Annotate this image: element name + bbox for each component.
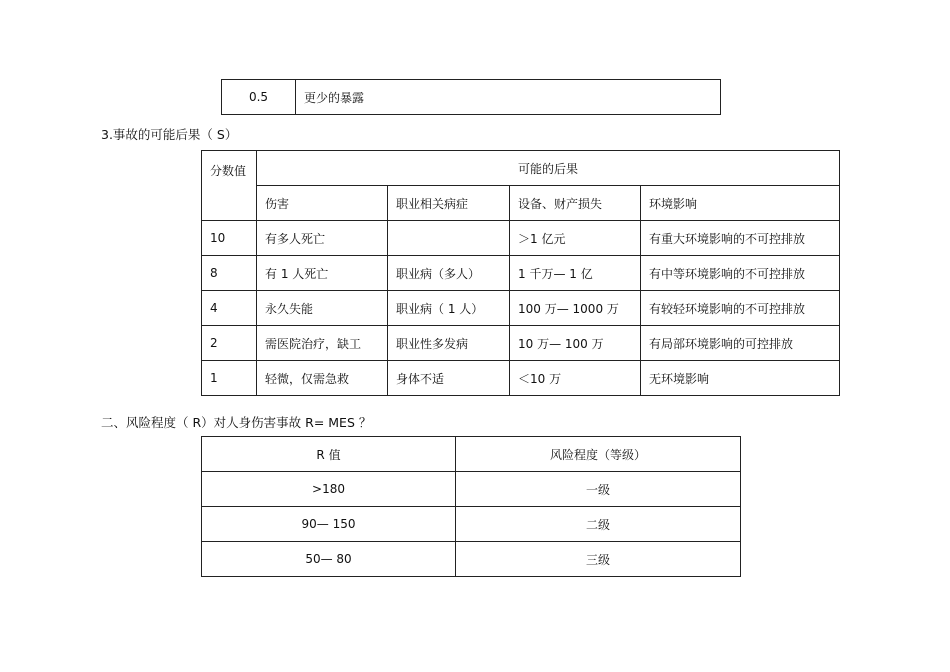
r-value-header: R 值 bbox=[202, 437, 456, 472]
risk-level-header: 风险程度（等级） bbox=[456, 437, 741, 472]
property-cell: 10 万— 100 万 bbox=[510, 326, 641, 361]
risk-level-cell: 二级 bbox=[456, 507, 741, 542]
risk-heading: 二、风险程度（ R）对人身伤害事故 R= MES ？ bbox=[101, 415, 372, 430]
score-header: 分数值 bbox=[202, 151, 257, 221]
table-header-row bbox=[202, 151, 840, 186]
risk-table bbox=[201, 436, 741, 577]
property-header: 设备、财产损失 bbox=[510, 186, 641, 221]
disease-cell: 职业病（多人） bbox=[388, 256, 510, 291]
property-cell: 1 千万— 1 亿 bbox=[510, 256, 641, 291]
property-cell: 100 万— 1000 万 bbox=[510, 291, 641, 326]
score-cell: 4 bbox=[202, 291, 257, 326]
table-row bbox=[202, 326, 840, 361]
table-row bbox=[202, 361, 840, 396]
disease-cell bbox=[388, 221, 510, 256]
table-header-row bbox=[202, 437, 741, 472]
exposure-score-cell: 0.5 bbox=[222, 80, 296, 115]
injury-header: 伤害 bbox=[257, 186, 388, 221]
r-value-cell: 90— 150 bbox=[202, 507, 456, 542]
r-value-cell: >180 bbox=[202, 472, 456, 507]
r-value-cell: 50— 80 bbox=[202, 542, 456, 577]
table-row bbox=[202, 472, 741, 507]
injury-cell: 永久失能 bbox=[257, 291, 388, 326]
property-cell: ＜10 万 bbox=[510, 361, 641, 396]
score-cell: 10 bbox=[202, 221, 257, 256]
injury-cell: 轻微，仅需急救 bbox=[257, 361, 388, 396]
disease-cell: 职业性多发病 bbox=[388, 326, 510, 361]
exposure-table bbox=[221, 79, 721, 115]
injury-cell: 需医院治疗，缺工 bbox=[257, 326, 388, 361]
exposure-desc-cell: 更少的暴露 bbox=[296, 80, 721, 115]
table-row bbox=[202, 291, 840, 326]
injury-cell: 有 1 人死亡 bbox=[257, 256, 388, 291]
table-row bbox=[202, 221, 840, 256]
consequence-group-header: 可能的后果 bbox=[257, 151, 840, 186]
injury-cell: 有多人死亡 bbox=[257, 221, 388, 256]
consequence-heading: 3.事故的可能后果（ S） bbox=[101, 127, 238, 142]
consequence-table bbox=[201, 150, 840, 396]
environment-cell: 有重大环境影响的不可控排放 bbox=[641, 221, 840, 256]
score-cell: 1 bbox=[202, 361, 257, 396]
environment-header: 环境影响 bbox=[641, 186, 840, 221]
environment-cell: 有局部环境影响的可控排放 bbox=[641, 326, 840, 361]
disease-header: 职业相关病症 bbox=[388, 186, 510, 221]
environment-cell: 有中等环境影响的不可控排放 bbox=[641, 256, 840, 291]
environment-cell: 有较轻环境影响的不可控排放 bbox=[641, 291, 840, 326]
table-row bbox=[202, 507, 741, 542]
risk-level-cell: 一级 bbox=[456, 472, 741, 507]
property-cell: ＞1 亿元 bbox=[510, 221, 641, 256]
score-cell: 2 bbox=[202, 326, 257, 361]
disease-cell: 职业病（ 1 人） bbox=[388, 291, 510, 326]
table-row bbox=[222, 80, 721, 115]
table-row bbox=[202, 542, 741, 577]
table-row bbox=[202, 256, 840, 291]
table-subheader-row bbox=[202, 186, 840, 221]
risk-level-cell: 三级 bbox=[456, 542, 741, 577]
disease-cell: 身体不适 bbox=[388, 361, 510, 396]
score-cell: 8 bbox=[202, 256, 257, 291]
environment-cell: 无环境影响 bbox=[641, 361, 840, 396]
